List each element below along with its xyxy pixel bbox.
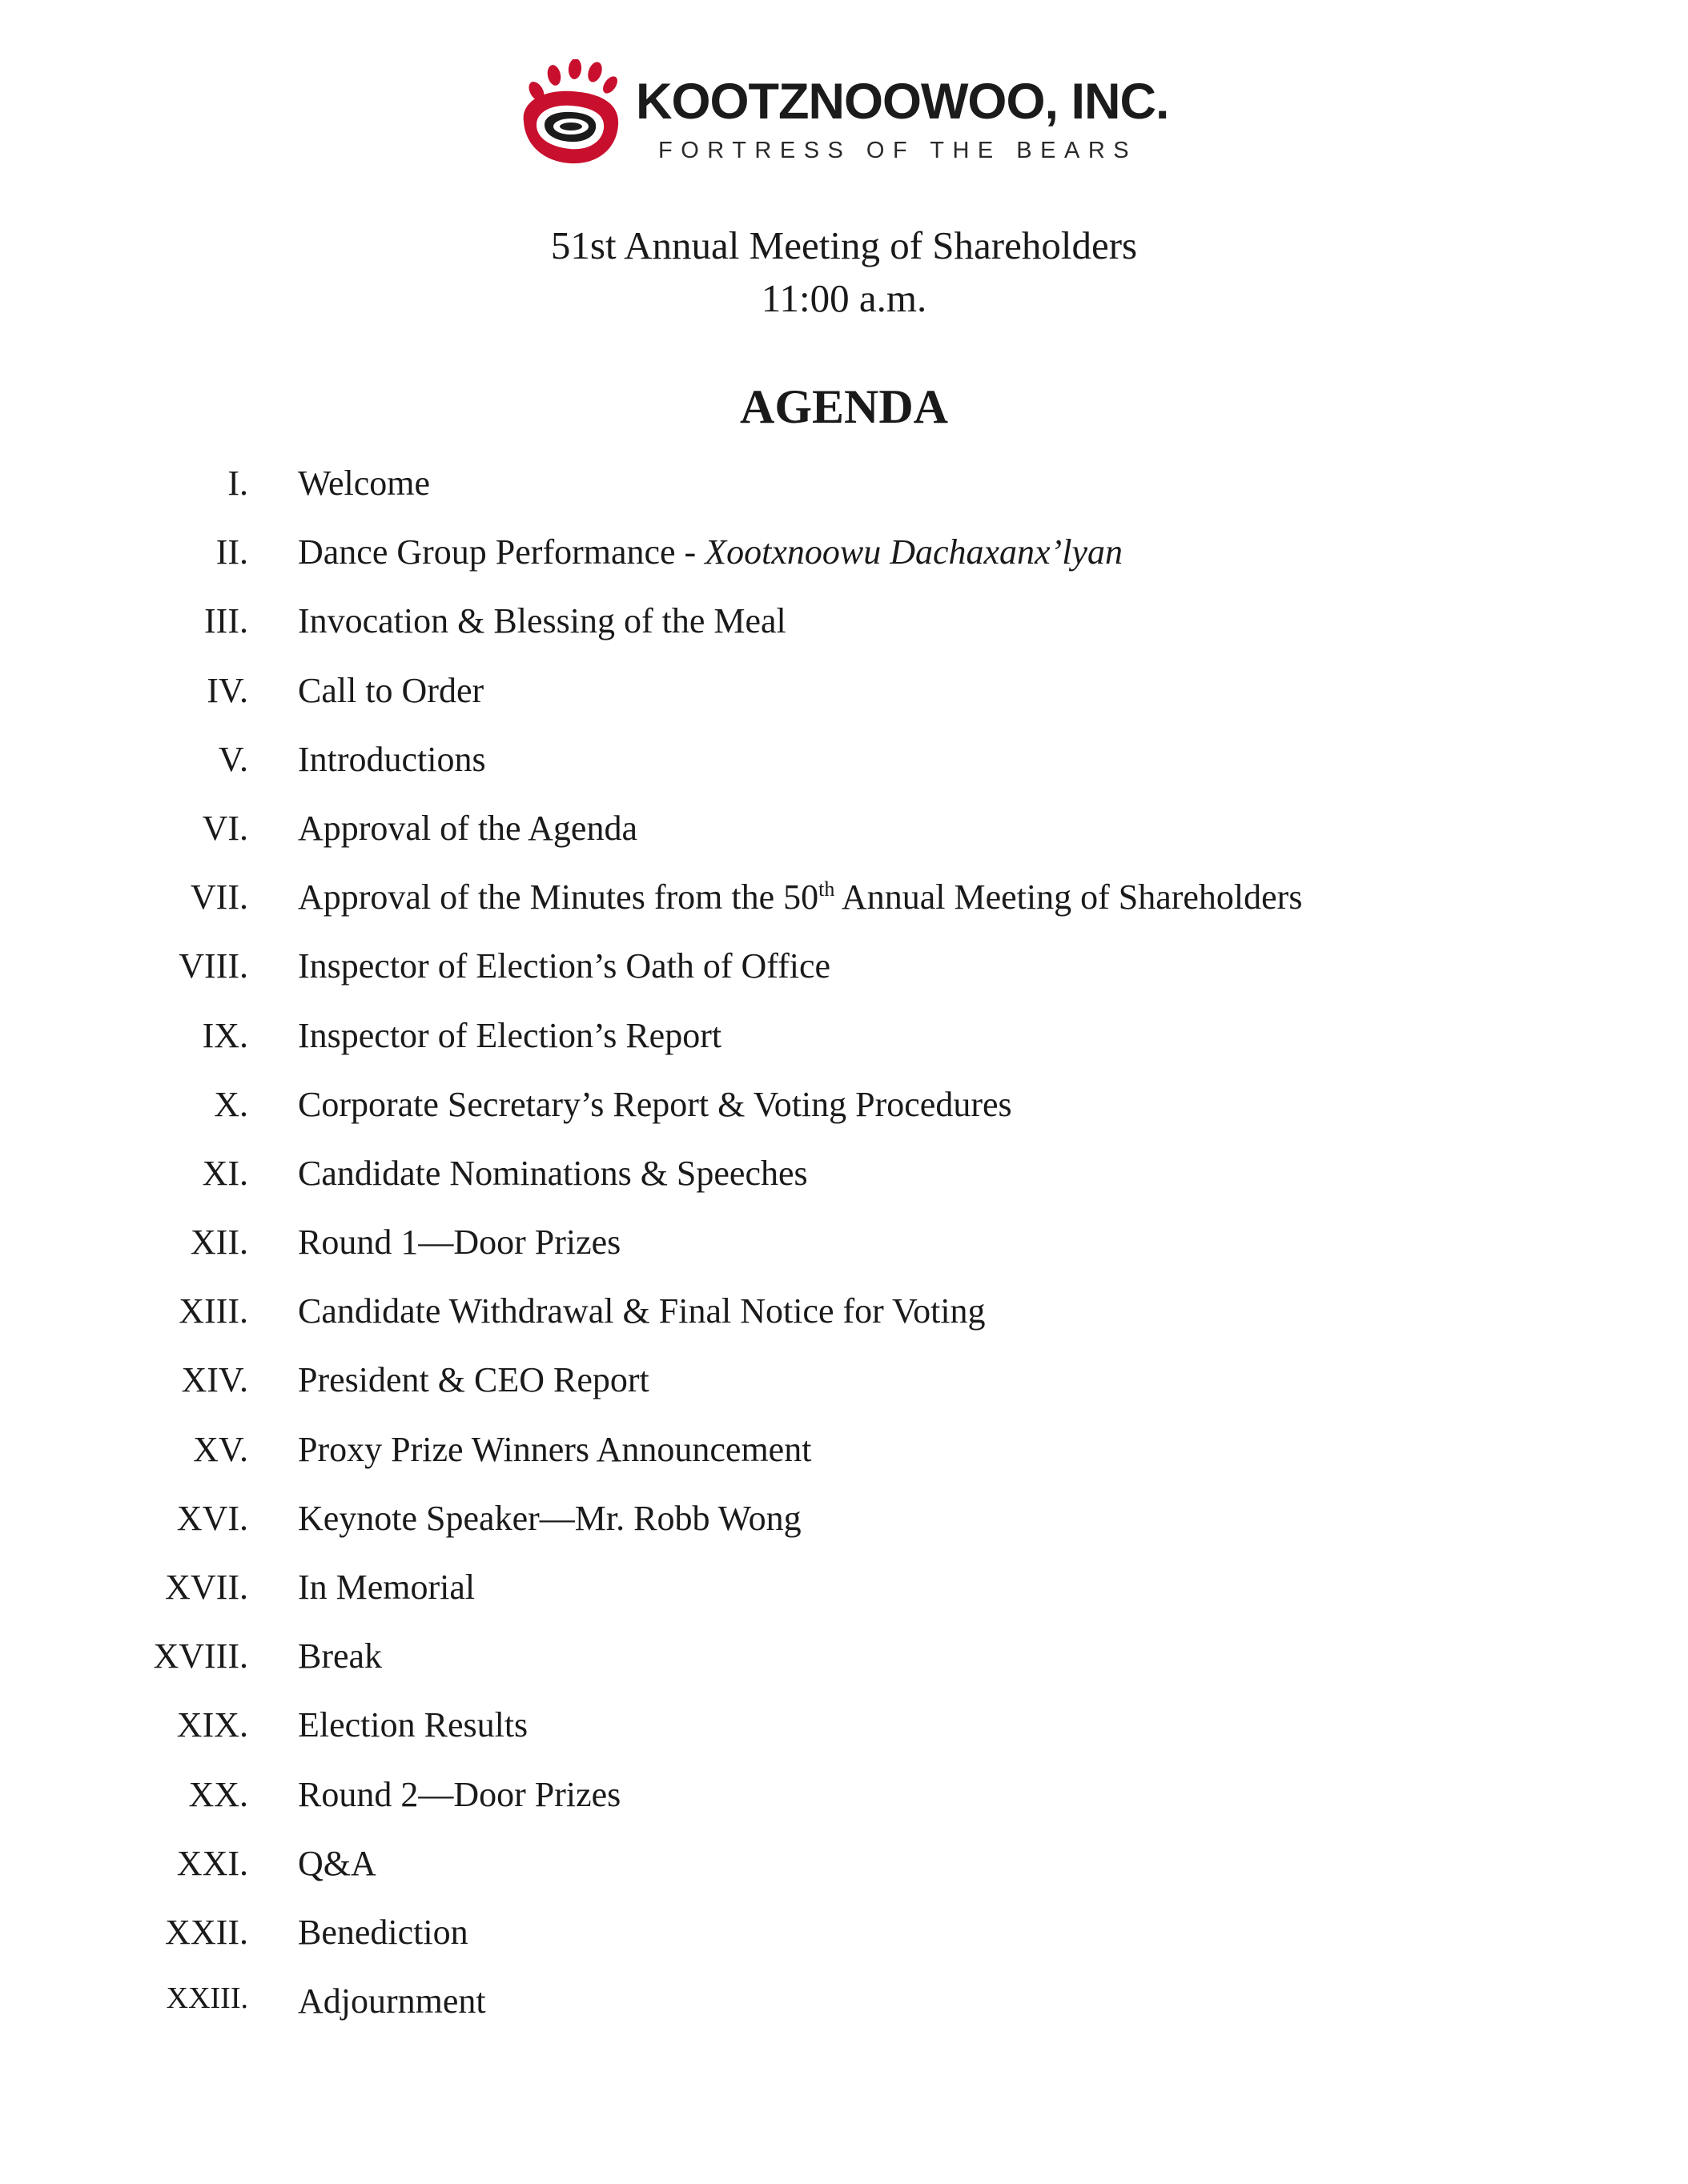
agenda-list <box>0 463 1688 2050</box>
company-name: KOOTZNOOWOO, INC. <box>636 74 1169 130</box>
agenda-item-text: Adjournment <box>298 1981 486 2021</box>
dance-group-name: Xootxnoowu Dachaxanx’lyan <box>705 532 1123 572</box>
agenda-item-numeral: XV. <box>193 1429 248 1469</box>
agenda-item <box>0 532 1688 600</box>
agenda-item <box>0 670 1688 739</box>
agenda-item-text: Round 2—Door Prizes <box>298 1774 621 1814</box>
agenda-item-text: Introductions <box>298 739 486 779</box>
agenda-item-text: Inspector of Election’s Oath of Office <box>298 946 831 986</box>
agenda-item <box>0 1222 1688 1291</box>
agenda-item-numeral: IV. <box>207 670 248 710</box>
agenda-item <box>0 1843 1688 1912</box>
agenda-item-numeral: V. <box>218 739 248 779</box>
agenda-item-numeral: I. <box>227 464 248 503</box>
agenda-item-text: Corporate Secretary’s Report & Voting Procedures <box>298 1084 1012 1124</box>
agenda-item <box>0 739 1688 808</box>
agenda-item-numeral: XIV. <box>181 1360 248 1400</box>
agenda-item-numeral: VI. <box>202 808 248 848</box>
agenda-item-numeral: XXII. <box>165 1912 248 1952</box>
agenda-item <box>0 1359 1688 1428</box>
agenda-item <box>0 877 1688 945</box>
agenda-item-numeral: III. <box>204 601 248 641</box>
agenda-item <box>0 1704 1688 1773</box>
agenda-item-text: Invocation & Blessing of the Meal <box>298 601 786 641</box>
agenda-item-text: Election Results <box>298 1705 529 1745</box>
agenda-item-numeral: VIII. <box>179 946 248 986</box>
ordinal-superscript: th <box>818 877 835 901</box>
meeting-title: 51st Annual Meeting of Shareholders <box>550 223 1138 267</box>
company-logo <box>509 59 1169 171</box>
agenda-item-numeral: VII. <box>190 877 248 917</box>
agenda-item-label: Dance Group Performance - <box>298 532 705 572</box>
agenda-item-numeral: XX. <box>188 1774 248 1814</box>
company-tagline: FORTRESS OF THE BEARS <box>658 138 1138 163</box>
agenda-item-text: Keynote Speaker—Mr. Robb Wong <box>298 1498 802 1538</box>
agenda-item-numeral: XIII. <box>179 1291 248 1331</box>
agenda-item-numeral: XVIII. <box>153 1636 248 1676</box>
agenda-item-text: Call to Order <box>298 670 484 710</box>
agenda-heading: AGENDA <box>739 380 948 433</box>
agenda-item <box>0 1567 1688 1636</box>
agenda-item-numeral: XIX. <box>176 1705 248 1745</box>
agenda-item <box>0 1015 1688 1084</box>
agenda-item-label: Approval of the Minutes from the 50 <box>298 877 819 917</box>
agenda-item-text: President & CEO Report <box>298 1360 649 1400</box>
agenda-item-numeral: X. <box>214 1084 248 1124</box>
agenda-item-numeral: XVII. <box>165 1568 248 1607</box>
agenda-item-text <box>298 532 1123 574</box>
agenda-item-numeral: XII. <box>190 1222 248 1263</box>
agenda-item-numeral: XXI. <box>176 1843 248 1883</box>
agenda-item-numeral: XVI. <box>176 1498 248 1538</box>
agenda-item <box>0 1084 1688 1153</box>
agenda-item <box>0 1981 1688 2050</box>
agenda-item <box>0 1429 1688 1498</box>
agenda-item-text: Candidate Nominations & Speeches <box>298 1153 808 1193</box>
agenda-item <box>0 945 1688 1014</box>
agenda-item <box>0 1774 1688 1843</box>
agenda-item-text: Proxy Prize Winners Announcement <box>298 1429 812 1469</box>
agenda-item-numeral: XXIII. <box>166 1981 248 2016</box>
agenda-item <box>0 1498 1688 1567</box>
agenda-item-text: Benediction <box>298 1912 468 1952</box>
agenda-item <box>0 808 1688 877</box>
agenda-item <box>0 1912 1688 1981</box>
agenda-item-numeral: XI. <box>202 1153 248 1193</box>
agenda-item-text <box>298 877 1302 919</box>
agenda-item <box>0 1291 1688 1359</box>
agenda-item-text: Round 1—Door Prizes <box>298 1222 621 1263</box>
agenda-item-suffix: Annual Meeting of Shareholders <box>834 877 1303 917</box>
meeting-time: 11:00 a.m. <box>761 276 927 320</box>
agenda-item <box>0 1153 1688 1222</box>
agenda-item-numeral: IX. <box>202 1015 248 1055</box>
agenda-item <box>0 1636 1688 1704</box>
agenda-item-text: Candidate Withdrawal & Final Notice for Voting <box>298 1291 986 1331</box>
agenda-item-text: Q&A <box>298 1843 376 1883</box>
bear-paw-icon <box>509 59 629 171</box>
agenda-item-text: In Memorial <box>298 1568 476 1607</box>
agenda-item-text: Inspector of Election’s Report <box>298 1015 722 1055</box>
agenda-item-numeral: II. <box>215 532 248 572</box>
agenda-item-text: Approval of the Agenda <box>298 808 637 848</box>
agenda-item-text: Break <box>298 1636 383 1676</box>
agenda-item <box>0 600 1688 669</box>
agenda-item-text: Welcome <box>298 464 431 503</box>
agenda-item <box>0 463 1688 532</box>
